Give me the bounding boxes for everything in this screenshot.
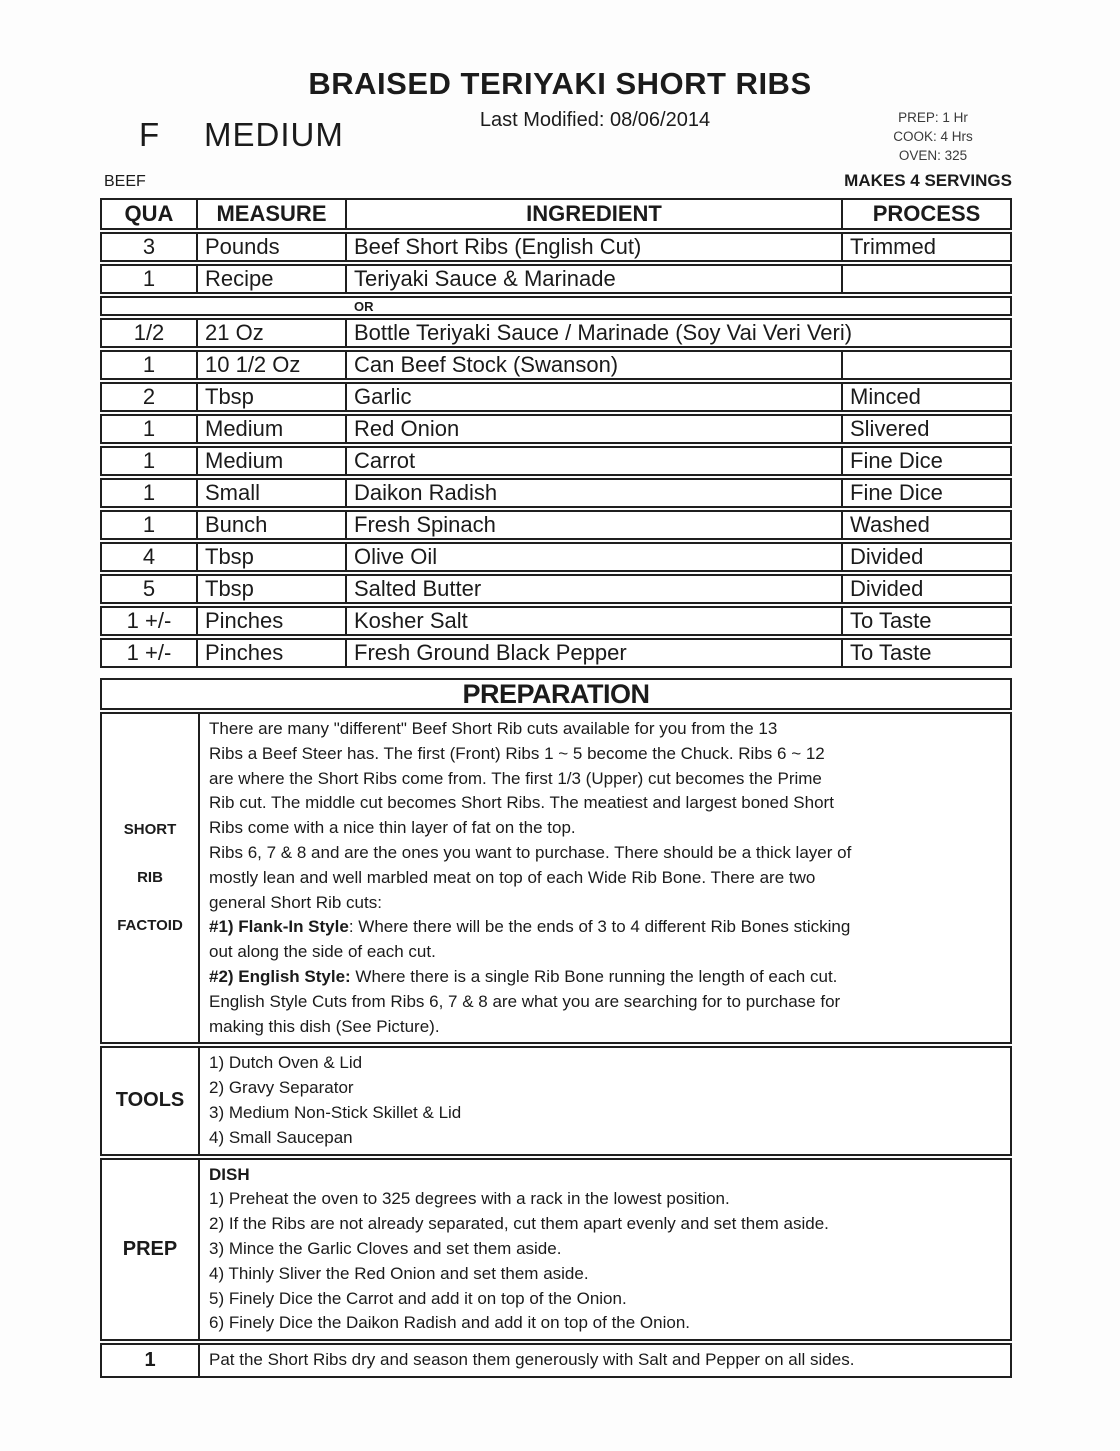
text-line: mostly lean and well marbled meat on top of each Wide Rib Bone. There are two bbox=[209, 867, 816, 887]
ingredient-qty: 1 bbox=[102, 512, 198, 538]
section-label-line: TOOLS bbox=[115, 1089, 185, 1112]
ingredient-process: Minced bbox=[850, 384, 921, 409]
ingredient-name: Carrot bbox=[347, 448, 843, 474]
section-label bbox=[102, 1160, 200, 1340]
ingredient-qty: 1 bbox=[102, 448, 198, 474]
text-line: out along the side of each cut. bbox=[209, 942, 436, 962]
text-line: 1) Dutch Oven & Lid bbox=[209, 1053, 363, 1073]
ingredient-name: Fresh Ground Black Pepper bbox=[347, 640, 843, 666]
ingredient-measure: 21 Oz bbox=[198, 320, 347, 346]
preparation-title: PREPARATION bbox=[100, 678, 1012, 710]
ingredient-name: Olive Oil bbox=[347, 544, 843, 570]
ingredient-name: Kosher Salt bbox=[347, 608, 843, 634]
ingredient-measure: Medium bbox=[198, 448, 347, 474]
text-line: general Short Rib cuts: bbox=[209, 892, 382, 912]
ingredient-measure: Tbsp bbox=[198, 576, 347, 602]
ingredient-qty: 4 bbox=[102, 544, 198, 570]
preparation-sections bbox=[100, 712, 1012, 1378]
ingredient-qty: 5 bbox=[102, 576, 198, 602]
or-label: OR bbox=[354, 298, 374, 314]
ingredient-row bbox=[100, 574, 1012, 604]
preparation-section-step-1 bbox=[100, 1343, 1012, 1378]
text-line: Pat the Short Ribs dry and season them generously with Salt and Pepper on all sides. bbox=[209, 1350, 855, 1370]
ingredient-process: Washed bbox=[850, 512, 930, 537]
section-label-line: PREP bbox=[122, 1237, 178, 1260]
course-code: F bbox=[139, 116, 160, 153]
text-line: DISH bbox=[209, 1164, 250, 1184]
ingredient-process bbox=[843, 266, 1010, 292]
ingredient-row bbox=[100, 350, 1012, 380]
preparation-section-tools bbox=[100, 1046, 1012, 1155]
ingredient-name: Teriyaki Sauce & Marinade bbox=[347, 266, 843, 292]
ingredient-qty: 1 +/- bbox=[102, 608, 198, 634]
text-line: 4) Small Saucepan bbox=[209, 1127, 353, 1147]
oven-temp: OVEN: 325 bbox=[898, 148, 968, 163]
ingredients-body bbox=[100, 232, 1012, 668]
ingredients-header-row bbox=[100, 198, 1012, 230]
section-label-line: 1 bbox=[144, 1349, 156, 1372]
ingredient-qty: 2 bbox=[102, 384, 198, 410]
ingredient-measure: Tbsp bbox=[198, 544, 347, 570]
ingredient-qty: 1 bbox=[102, 266, 198, 292]
text-line: 2) If the Ribs are not already separated, cut them apart evenly and set them aside. bbox=[209, 1214, 829, 1234]
ingredient-name: Bottle Teriyaki Sauce / Marinade (Soy Vai Veri Veri) bbox=[354, 320, 853, 345]
ingredient-qty: 3 bbox=[102, 234, 198, 260]
section-label-line: FACTOID bbox=[117, 917, 183, 935]
section-label bbox=[102, 1345, 200, 1376]
section-label-line: RIB bbox=[137, 869, 163, 887]
ingredient-name: Salted Butter bbox=[347, 576, 843, 602]
section-content bbox=[200, 714, 1010, 1042]
page-title: BRAISED TERIYAKI SHORT RIBS bbox=[308, 66, 812, 101]
text-line: 2) Gravy Separator bbox=[209, 1078, 354, 1098]
ingredient-row bbox=[100, 542, 1012, 572]
text-line: #2) English Style: Where there is a single Rib Bone running the length of each cut. bbox=[209, 966, 838, 986]
ingredient-name: Red Onion bbox=[347, 416, 843, 442]
ingredient-row bbox=[100, 446, 1012, 476]
section-content bbox=[200, 1160, 1010, 1340]
text-line: Ribs 6, 7 & 8 and are the ones you want to purchase. There should be a thick layer of bbox=[209, 842, 852, 862]
ingredient-qty: 1/2 bbox=[102, 320, 198, 346]
text-line: 6) Finely Dice the Daikon Radish and add it on top of the Onion. bbox=[209, 1313, 691, 1333]
ingredient-row bbox=[100, 232, 1012, 262]
section-label bbox=[102, 714, 200, 1042]
ingredient-row bbox=[100, 510, 1012, 540]
ingredient-qty: 1 bbox=[102, 480, 198, 506]
ingredient-measure: Pounds bbox=[198, 234, 347, 260]
cook-time: COOK: 4 Hrs bbox=[893, 129, 973, 144]
time-info-block bbox=[878, 108, 988, 165]
ingredient-row bbox=[100, 414, 1012, 444]
ingredient-measure: Bunch bbox=[198, 512, 347, 538]
ingredient-name: Garlic bbox=[347, 384, 843, 410]
preparation-section-short-rib-factoid bbox=[100, 712, 1012, 1044]
ingredient-process: Fine Dice bbox=[850, 480, 943, 505]
header-ingredient: INGREDIENT bbox=[347, 200, 843, 228]
ingredient-process: Divided bbox=[850, 544, 924, 569]
ingredient-process bbox=[843, 352, 1010, 378]
text-line: 5) Finely Dice the Carrot and add it on top of the Onion. bbox=[209, 1288, 627, 1308]
ingredients-table bbox=[100, 198, 1012, 668]
ingredient-process: Slivered bbox=[850, 416, 930, 441]
ingredient-process: Fine Dice bbox=[850, 448, 943, 473]
text-line: Ribs a Beef Steer has. The first (Front) Ribs 1 ~ 5 become the Chuck. Ribs 6 ~ 12 bbox=[209, 743, 825, 763]
ingredient-qty: 1 +/- bbox=[102, 640, 198, 666]
category-label: BEEF bbox=[104, 173, 146, 190]
header-measure: MEASURE bbox=[198, 200, 347, 228]
ingredient-name: Beef Short Ribs (English Cut) bbox=[347, 234, 843, 260]
ingredient-qty: 1 bbox=[102, 352, 198, 378]
ingredient-process: Divided bbox=[850, 576, 924, 601]
ingredient-measure: Pinches bbox=[198, 640, 347, 666]
ingredient-measure: Medium bbox=[198, 416, 347, 442]
servings-label: MAKES 4 SERVINGS bbox=[844, 171, 1012, 190]
last-modified: Last Modified: 08/06/2014 bbox=[479, 109, 711, 131]
ingredient-row bbox=[100, 382, 1012, 412]
text-line: There are many "different" Beef Short Rib cuts available for you from the 13 bbox=[209, 719, 778, 738]
ingredient-qty: 1 bbox=[102, 416, 198, 442]
text-line: 3) Medium Non-Stick Skillet & Lid bbox=[209, 1102, 462, 1122]
ingredient-row bbox=[100, 318, 1012, 348]
text-line: Rib cut. The middle cut becomes Short Ribs. The meatiest and largest boned Short bbox=[209, 793, 834, 813]
text-line: making this dish (See Picture). bbox=[209, 1016, 440, 1036]
ingredient-or-row bbox=[100, 296, 1012, 316]
ingredient-row bbox=[100, 638, 1012, 668]
ingredient-name: Daikon Radish bbox=[347, 480, 843, 506]
ingredient-measure: Pinches bbox=[198, 608, 347, 634]
text-line: English Style Cuts from Ribs 6, 7 & 8 are what you are searching for to purchase for bbox=[209, 991, 841, 1011]
ingredient-measure: 10 1/2 Oz bbox=[198, 352, 347, 378]
header-qua: QUA bbox=[102, 200, 198, 228]
preparation-section-prep bbox=[100, 1158, 1012, 1342]
ingredient-measure: Small bbox=[198, 480, 347, 506]
section-content bbox=[200, 1048, 1010, 1153]
ingredient-row bbox=[100, 606, 1012, 636]
ingredient-process: To Taste bbox=[850, 608, 932, 633]
ingredient-measure: Recipe bbox=[198, 266, 347, 292]
ingredient-row bbox=[100, 264, 1012, 294]
text-line: Ribs come with a nice thin layer of fat on the top. bbox=[209, 818, 576, 838]
text-line: are where the Short Ribs come from. The first 1/3 (Upper) cut becomes the Prime bbox=[209, 768, 822, 788]
text-line: #1) Flank-In Style: Where there will be the ends of 3 to 4 different Rib Bones sticking bbox=[209, 917, 851, 937]
preparation-table bbox=[100, 678, 1012, 1378]
text-line: 4) Thinly Sliver the Red Onion and set them aside. bbox=[209, 1263, 589, 1283]
section-content bbox=[200, 1345, 1010, 1376]
difficulty-label: MEDIUM bbox=[204, 116, 344, 153]
ingredient-measure: Tbsp bbox=[198, 384, 347, 410]
text-line: 3) Mince the Garlic Cloves and set them aside. bbox=[209, 1238, 562, 1258]
prep-time: PREP: 1 Hr bbox=[898, 110, 968, 125]
ingredient-process: To Taste bbox=[850, 640, 932, 665]
ingredient-name: Can Beef Stock (Swanson) bbox=[347, 352, 843, 378]
text-line: 1) Preheat the oven to 325 degrees with a rack in the lowest position. bbox=[209, 1189, 730, 1209]
ingredient-row bbox=[100, 478, 1012, 508]
header-process: PROCESS bbox=[872, 201, 981, 226]
section-label-line: SHORT bbox=[123, 821, 177, 839]
ingredient-name: Fresh Spinach bbox=[347, 512, 843, 538]
section-label bbox=[102, 1048, 200, 1153]
ingredient-process: Trimmed bbox=[850, 234, 936, 259]
